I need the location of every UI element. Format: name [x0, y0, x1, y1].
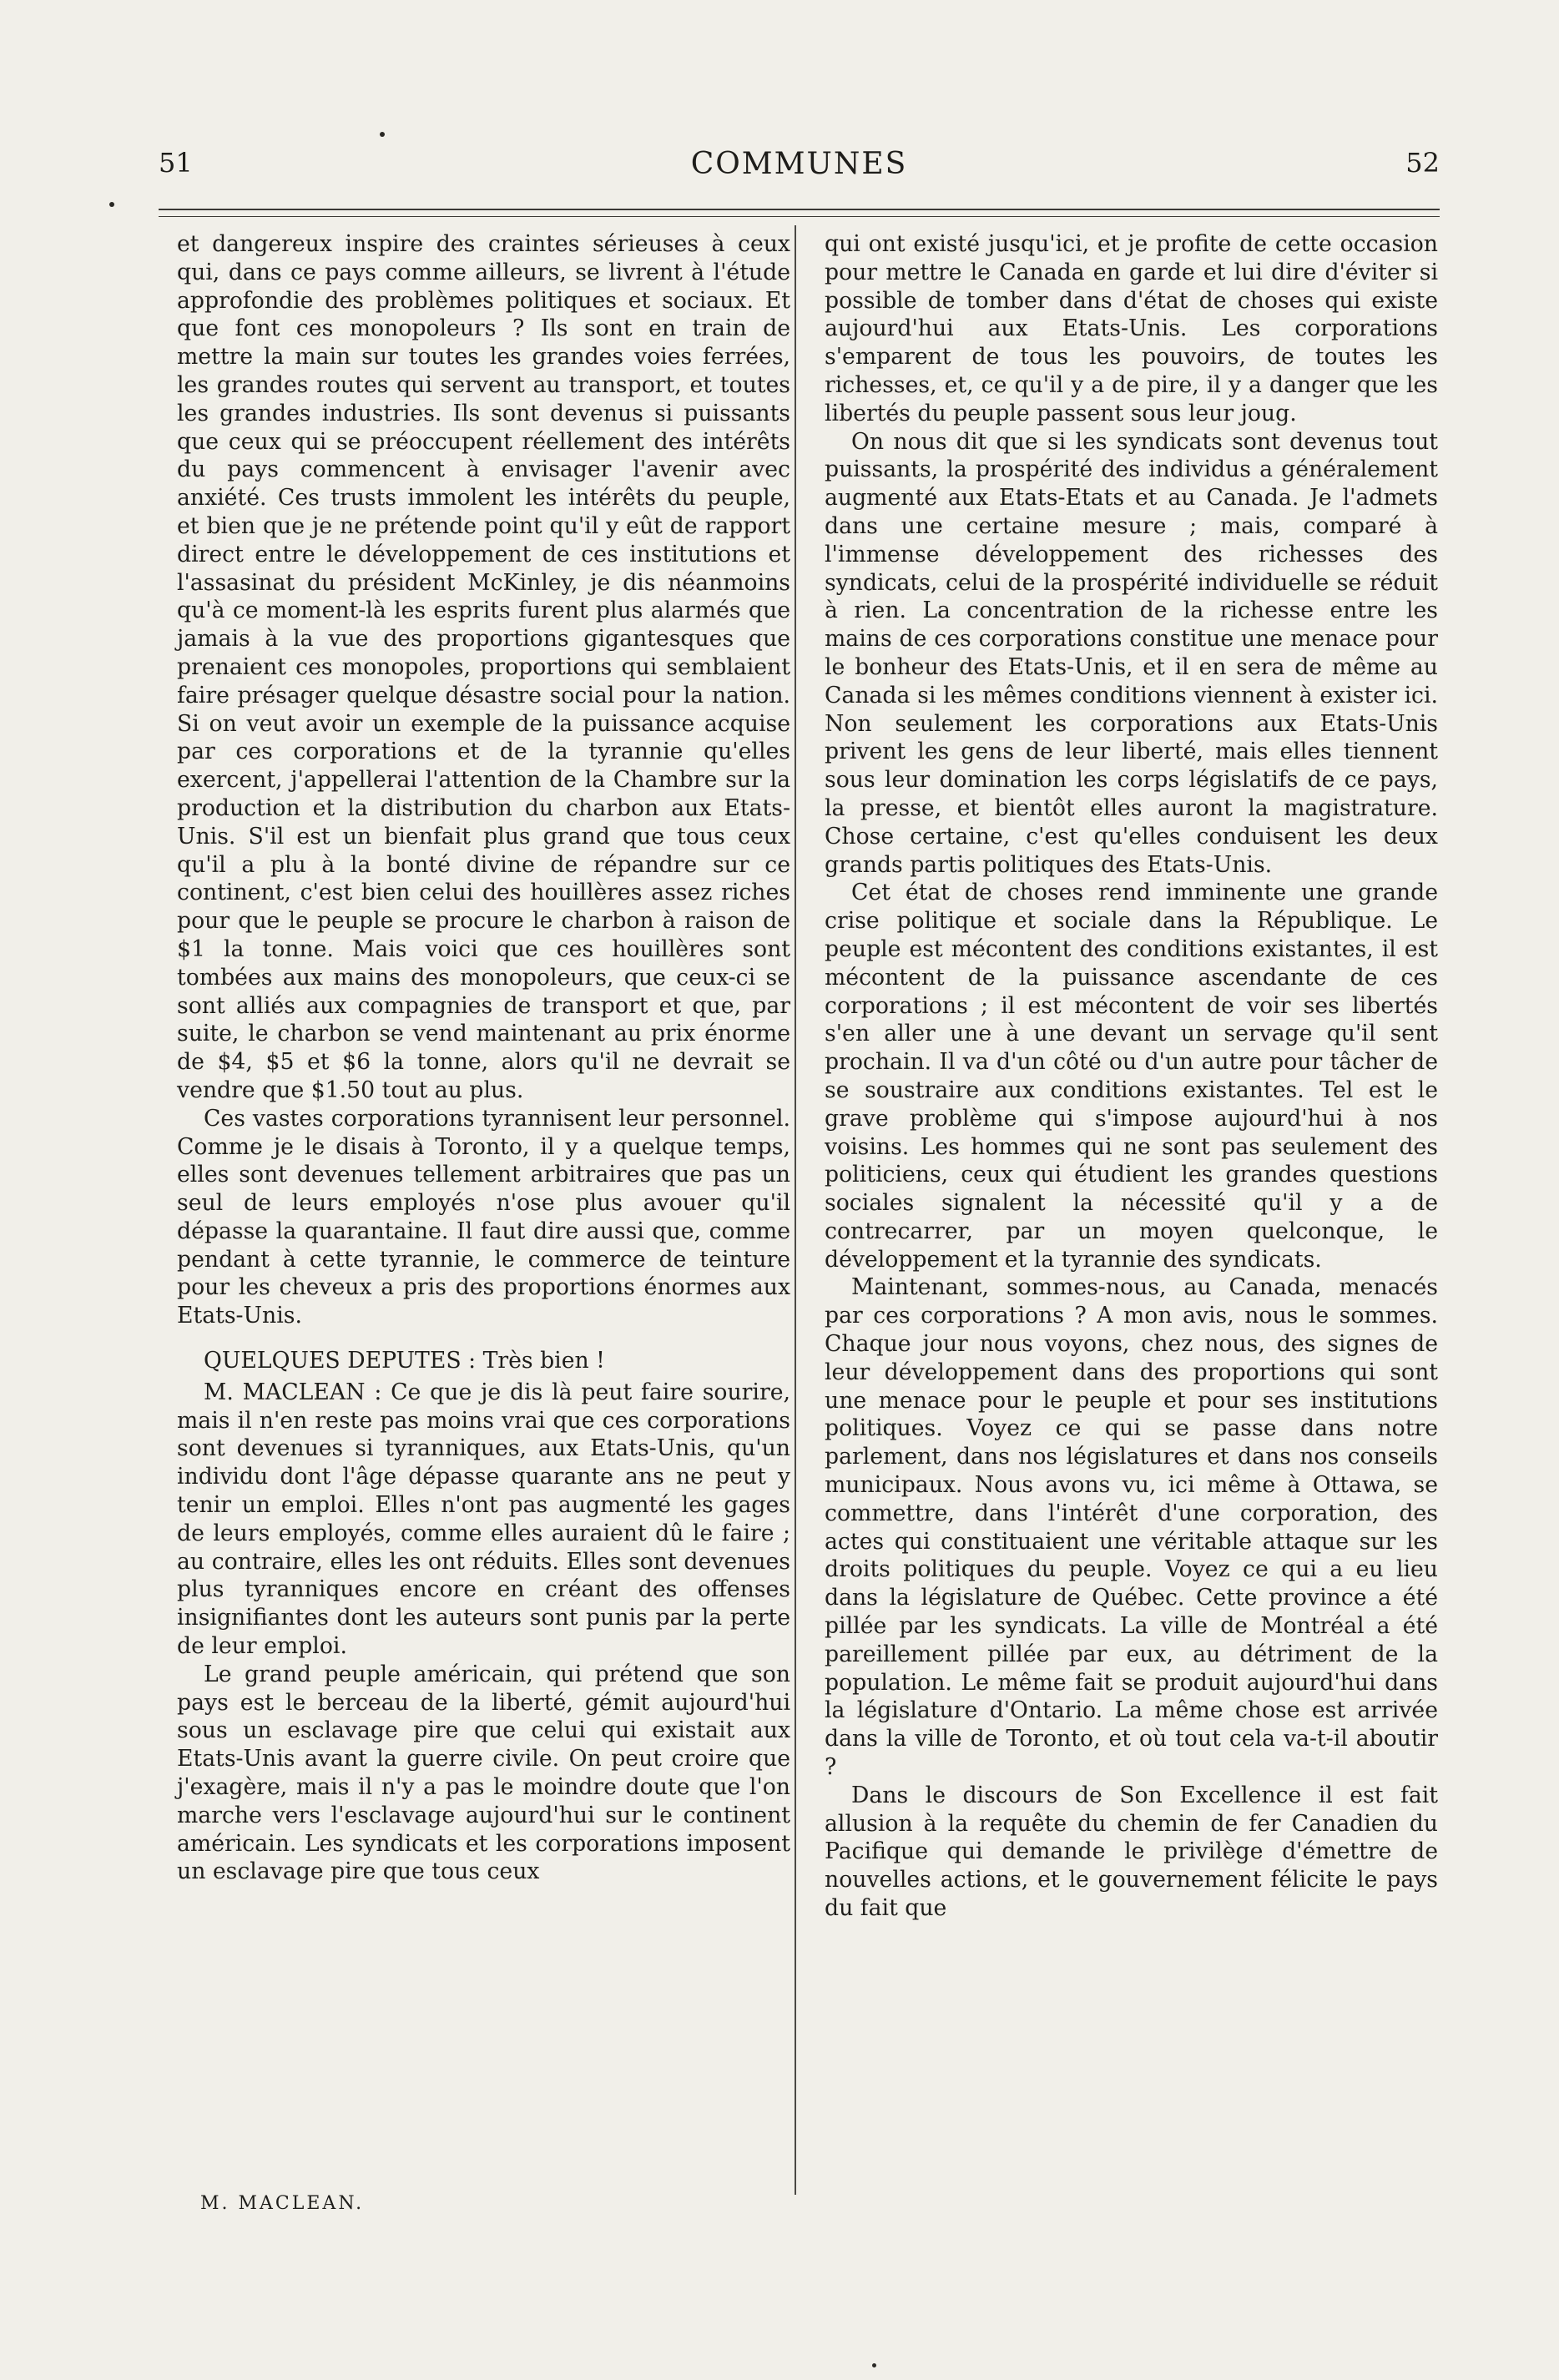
header-rule	[159, 209, 1440, 210]
paragraph: On nous dit que si les syndicats sont devenus tout puissants, la prospérité des individus a généralement augmenté aux Etats-Etats et au Canada. Je l'admets dans une certaine mesure ; mais, comparé à l'immense développement des richesses des syndicats, celui de la prospérité individuelle se réduit à rien. La concentration de la richesse entre les mains de ces corporations constitue une menace pour le bonheur des Etats-Unis, et il en sera de même au Canada si les mêmes conditions viennent à exister ici. Non seulement les corporations aux Etats-Unis privent les gens de leur liberté, mais elles tiennent sous leur domination les corps législatifs de ce pays, la presse, et bientôt elles auront la magistrature. Chose certaine, c'est qu'elles conduisent les deux grands partis politiques des Etats-Unis.	[825, 428, 1438, 878]
interjection: QUELQUES DEPUTES : Très bien !	[204, 1348, 605, 1374]
column-divider	[795, 225, 796, 2195]
left-column	[177, 230, 790, 1886]
page-number-left: 51	[159, 147, 193, 179]
ink-speck	[109, 202, 114, 207]
ink-speck	[380, 132, 385, 137]
ink-speck	[872, 2363, 876, 2367]
paragraph: M. MACLEAN : Ce que je dis là peut faire sourire, mais il n'en reste pas moins vrai que ces corporations sont devenues si tyranniques, aux Etats-Unis, qu'un individu dont l'âge dépasse quarante ans ne peut y tenir un emploi. Elles n'ont pas augmenté les gages de leurs employés, comme elles auraient dû le faire ; au contraire, elles les ont réduits. Elles sont devenues plus tyranniques encore en créant des offenses insignifiantes dont les auteurs sont punis par la perte de leur emploi.	[177, 1379, 790, 1660]
header-rule-thin	[159, 216, 1440, 217]
paragraph: Cet état de choses rend imminente une grande crise politique et sociale dans la République. Le peuple est mécontent des conditions existantes, il est mécontent de la puissance ascendante de ces corporations ; il est mécontent de voir ses libertés s'en aller une à une devant un servage qu'il sent prochain. Il va d'un côté ou d'un autre pour tâcher de se soustraire aux conditions existantes. Tel est le grave problème qui s'impose aujourd'hui à nos voisins. Les hommes qui ne sont pas seulement des politiciens, ceux qui étudient les grandes questions sociales signalent la nécessité qu'il y a de contrecarrer, par un moyen quelconque, le développement et la tyrannie des syndicats.	[825, 880, 1438, 1273]
paragraph: Le grand peuple américain, qui prétend que son pays est le berceau de la liberté, gémit aujourd'hui sous un esclavage pire que celui qui existait aux Etats-Unis avant la guerre civile. On peut croire que j'exagère, mais il n'y a pas le moindre doute que l'on marche vers l'esclavage aujourd'hui sur le continent américain. Les syndicats et les corporations imposent un esclavage pire que tous ceux	[177, 1661, 790, 1885]
paragraph: Ces vastes corporations tyrannisent leur personnel. Comme je le disais à Toronto, il y a quelque temps, elles sont devenues tellement arbitraires que pas un seul de leurs employés n'ose plus avouer qu'il dépasse la quarantaine. Il faut dire aussi que, comme pendant à cette tyrannie, le commerce de teinture pour les cheveux a pris des proportions énormes aux Etats-Unis.	[177, 1105, 790, 1329]
page-header	[159, 147, 1440, 189]
right-column	[825, 230, 1438, 1923]
paragraph: Dans le discours de Son Excellence il est fait allusion à la requête du chemin de fer Canadien du Pacifique qui demande le privilège d'émettre de nouvelles actions, et le gouvernement félicite le pays du fait que	[825, 1782, 1438, 1922]
paragraph: qui ont existé jusqu'ici, et je profite de cette occasion pour mettre le Canada en garde et lui dire d'éviter si possible de tomber dans d'état de choses qui existe aujourd'hui aux Etats-Unis. Les corporations s'emparent de tous les pouvoirs, de toutes les richesses, et, ce qu'il y a de pire, il y a danger que les libertés du peuple passent sous leur joug.	[825, 231, 1438, 426]
page-number-right: 52	[1405, 147, 1440, 179]
paragraph: et dangereux inspire des craintes sérieuses à ceux qui, dans ce pays comme ailleurs, se livrent à l'étude approfondie des problèmes politiques et sociaux. Et que font ces monopoleurs ? Ils sont en train de mettre la main sur toutes les grandes voies ferrées, les grandes routes qui servent au transport, et toutes les grandes industries. Ils sont devenus si puissants que ceux qui se préoccupent réellement des intérêts du pays commencent à envisager l'avenir avec anxiété. Ces trusts immolent les intérêts du peuple, et bien que je ne prétende point qu'il y eût de rapport direct entre le développement de ces institutions et l'assasinat du président McKinley, je dis néanmoins qu'à ce moment-là les esprits furent plus alarmés que jamais à la vue des proportions gigantesques que prenaient ces monopoles, proportions qui semblaient faire présager quelque désastre social pour la nation. Si on veut avoir un exemple de la puissance acquise par ces corporations et de la tyrannie qu'elles exercent, j'appellerai l'attention de la Chambre sur la production et la distribution du charbon aux Etats-Unis. S'il est un bienfait plus grand que tous ceux qu'il a plu à la bonté divine de répandre sur ce continent, c'est bien celui des houillères assez riches pour que le peuple se procure le charbon à raison de $1 la tonne. Mais voici que ces houillères sont tombées aux mains des monopoleurs, que ceux-ci se sont alliés aux compagnies de transport et que, par suite, le charbon se vend maintenant au prix énorme de $4, $5 et $6 la tonne, alors qu'il ne devrait se vendre que $1.50 tout au plus.	[177, 231, 790, 1103]
footer-speaker: M. MACLEAN.	[200, 2193, 365, 2214]
running-title: COMMUNES	[690, 147, 908, 181]
paragraph: Maintenant, sommes-nous, au Canada, menacés par ces corporations ? A mon avis, nous le sommes. Chaque jour nous voyons, chez nous, des signes de leur développement dans des proportions qui sont une menace pour le peuple et pour ses institutions politiques. Voyez ce qui se passe dans notre parlement, dans nos législatures et dans nos conseils municipaux. Nous avons vu, ici même à Ottawa, se commettre, dans l'intérêt d'une corporation, des actes qui constituaient une véritable attaque sur les droits politiques du peuple. Voyez ce qui a eu lieu dans la législature de Québec. Cette province a été pillée par les syndicats. La ville de Montréal a été pareillement pillée par eux, au détriment de la population. Le même fait se produit aujourd'hui dans la législature d'Ontario. La même chose est arrivée dans la ville de Toronto, et où tout cela va-t-il aboutir ?	[825, 1274, 1438, 1781]
